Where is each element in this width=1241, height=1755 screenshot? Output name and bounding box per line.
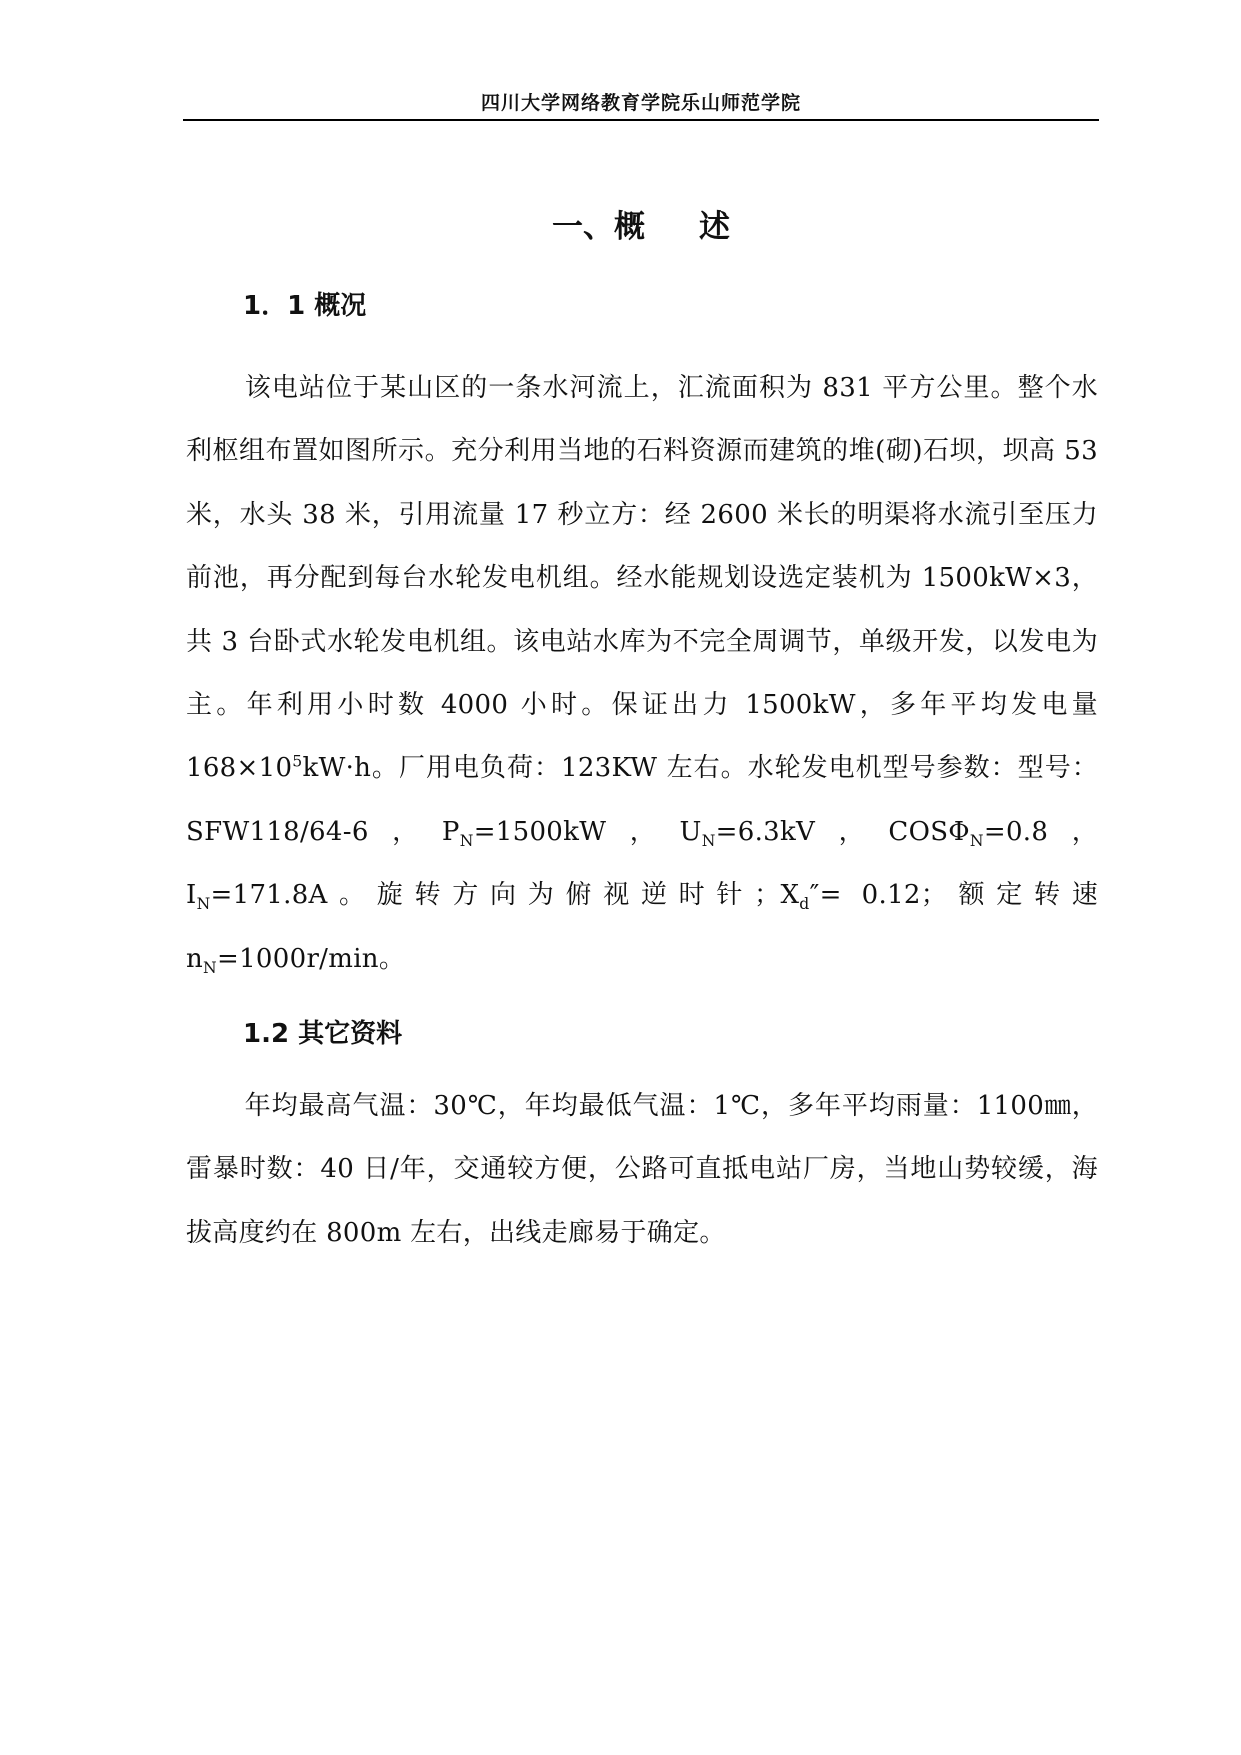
para-text: =6.3kV，COSΦ: [715, 816, 970, 847]
chapter-title-part-b: 述: [699, 209, 730, 245]
header-rule: [183, 119, 1099, 121]
para-text: 该电站位于某山区的一条水河流上，汇流面积为 831 平方公里。整个水利枢组布置如图所示。充分利用当地的石料资源而建筑的堆(砌)石坝，坝高 53 米，水头 38 米，引用流量 17 秒立方：经 2600 米长的明渠将水流引至压力前池，再分配到每台水轮发电机组。经水能规划设选定装机为 1500kW×3，共 3 台卧式水轮发电机组。该电站水库为不完全周调节，单级开发，以发电为主。年利用小时数 4000 小时。保证出力 1500kW，多年平均发电量 168×10: [186, 373, 1098, 784]
subscript: N: [969, 832, 984, 851]
para-text: =171.8A。旋转方向为俯视逆时针；X: [210, 880, 800, 911]
para-text: =0.8，I: [186, 816, 1098, 911]
page-header: 四川大学网络教育学院乐山师范学院: [480, 92, 801, 114]
chapter-title-part-a: 概: [614, 209, 645, 245]
para-text: 年均最高气温：30℃，年均最低气温：1℃，多年平均雨量：1100㎜，雷暴时数：40 日/年，交通较方便，公路可直抵电站厂房，当地山势较缓，海拔高度约在 800m 左右，出线走廊易于确定。: [186, 1091, 1098, 1248]
section-2-paragraph: [186, 1075, 1098, 1265]
chapter-title: [183, 205, 1099, 249]
subscript: N: [459, 832, 474, 851]
subscript: d: [799, 895, 810, 914]
exponent: 5: [292, 752, 303, 771]
subscript: N: [701, 832, 716, 851]
section-2-heading: 1.2 其它资料: [243, 1019, 403, 1049]
para-text: =1000r/min。: [217, 943, 406, 974]
para-text: =1500kW，U: [473, 816, 702, 847]
subscript: N: [196, 895, 211, 914]
section-1-heading: 1．1 概况: [243, 291, 367, 321]
section-1-paragraph: [186, 357, 1098, 991]
para-text: ″= 0.12；额定转速 n: [186, 880, 1098, 974]
chapter-number: 一、: [552, 209, 614, 245]
para-text: kW·h。厂用电负荷：123KW 左右。水轮发电机型号参数：型号：SFW118/64-6，P: [186, 753, 1098, 847]
subscript: N: [203, 958, 217, 977]
